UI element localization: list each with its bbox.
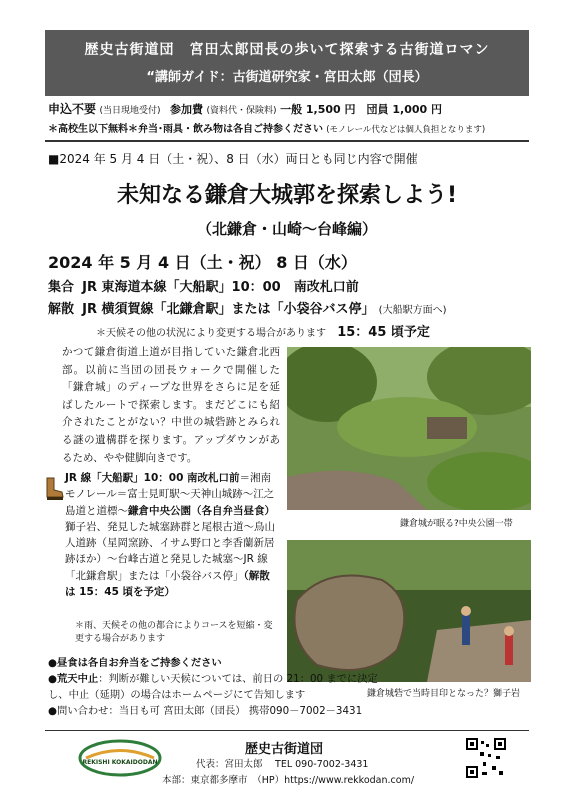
weather-label: ●荒天中止: [48, 673, 99, 685]
org-representative: 代表：宮田太郎 TEL 090-7002-3431: [196, 759, 369, 770]
contact-notice: ●問い合わせ：当日も可 宮田太郎（団長） 携帯090－7002－3431: [48, 705, 363, 717]
end-line: [48, 298, 529, 317]
route-course-2: 獅子岩、発見した城塞跡群と尾根古道～鳥山人道跡（星岡窯跡、イサム野口と李香蘭新居跡ほか）～台峰古道と発見した城塞～JR 線「北鎌倉駅」または「小袋谷バス停」: [65, 520, 275, 582]
end-time: 15：45 頃予定: [337, 325, 430, 340]
meet-line: [48, 276, 529, 295]
change-note: ＊天候その他の状況により変更する場合があります: [96, 328, 326, 339]
event-date: 2024 年 5 月 4 日（土・祝） 8 日（水）: [48, 253, 357, 272]
route-course: ＝湘南モノレール＝富士見町駅～天神山城跡～江之島道と道標～: [65, 472, 275, 517]
banner-guide: “講師ガイド：古街道研究家・宮田太郎（団長）: [146, 70, 428, 85]
park-photo-caption: 鎌倉城が眠る?中央公園一帯: [400, 519, 513, 529]
description: かつて鎌倉街道上道が目指していた鎌倉北西部。以前に当団の団長ウォークで開催した「鎌倉城」のディープな世界をさらに足を延ばしたルートで探索します。まだどこにも紹介されたことがない？中世の城砦跡とみられる謎の遺構群を探ります。アップダウンがあるため、やや健脚向きです。: [62, 346, 280, 464]
end-label: 解散: [48, 302, 75, 317]
free-note-line: [48, 120, 529, 135]
org-name: 歴史古街道団: [245, 742, 324, 757]
route-description: [65, 470, 280, 600]
svg-text:REKISHI KOKAIDODAN: REKISHI KOKAIDODAN: [82, 759, 158, 766]
hiking-boots-icon: [44, 476, 66, 502]
fee-amount: 一般 1,500 円 団員 1,000 円: [280, 103, 442, 116]
header-banner: [45, 30, 529, 96]
meet-label: 集合: [48, 280, 75, 295]
route-start: JR 線「大船駅」10：00 南改札口前: [65, 472, 240, 484]
end-note: (大船駅方面へ): [378, 305, 447, 316]
org-logo: [78, 738, 162, 778]
notice-list: [48, 655, 388, 719]
event-subtitle: （北鎌倉・山崎～台峰編）: [196, 220, 377, 238]
lunch-notice: ●昼食は各自お弁当をご持参ください: [48, 657, 222, 669]
free-note-2: (モノレール代などは個人負担となります): [326, 125, 486, 135]
park-photo: [287, 347, 531, 510]
rock-photo-caption: 鎌倉城砦で当時目印となった？獅子岩: [367, 689, 521, 699]
registration-note: (当日現地受付): [99, 106, 161, 116]
meet-place: JR 東海道本線「大船駅」10：00 南改札口前: [82, 280, 359, 295]
route-end-time: （解散は 15：45 頃を予定）: [65, 569, 270, 599]
weather-text: ：判断が難しい天候については、前日の 21：00 までに決定し、中止（延期）の場合はホームページにて告知します: [48, 673, 378, 701]
schedule: ■2024 年 5 月 4 日（土・祝）、8 日（水）両日とも同じ内容で開催: [48, 152, 418, 166]
event-title: 未知なる鎌倉大城郭を探索しよう!: [116, 183, 458, 208]
org-office: 本部：東京都多摩市 （HP）https://www.rekkodan.com/: [162, 775, 415, 786]
free-note: ＊高校生以下無料＊弁当･雨具・飲み物は各自ご持参ください: [48, 124, 323, 135]
registration-label: 申込不要: [48, 102, 97, 116]
fee-line: [48, 100, 529, 117]
weather-notice: [48, 671, 388, 703]
route-note: ＊雨、天候その他の都合によりコースを短縮・変更する場合があります: [75, 621, 273, 644]
divider: [45, 140, 529, 142]
fee-note: (資料代・保険料): [206, 106, 277, 116]
route-lunch: 鎌倉中央公園（各自弁当昼食）: [128, 504, 275, 517]
change-line: [96, 321, 529, 340]
footer-divider: [45, 730, 529, 731]
end-place: JR 横須賀線「北鎌倉駅」または「小袋谷バス停」: [82, 302, 375, 317]
fee-label: 参加費: [170, 103, 204, 116]
banner-title: 歴史古街道団 宮田太郎団長の歩いて探索する古街道ロマン: [84, 42, 490, 58]
qr-code[interactable]: [466, 738, 506, 778]
